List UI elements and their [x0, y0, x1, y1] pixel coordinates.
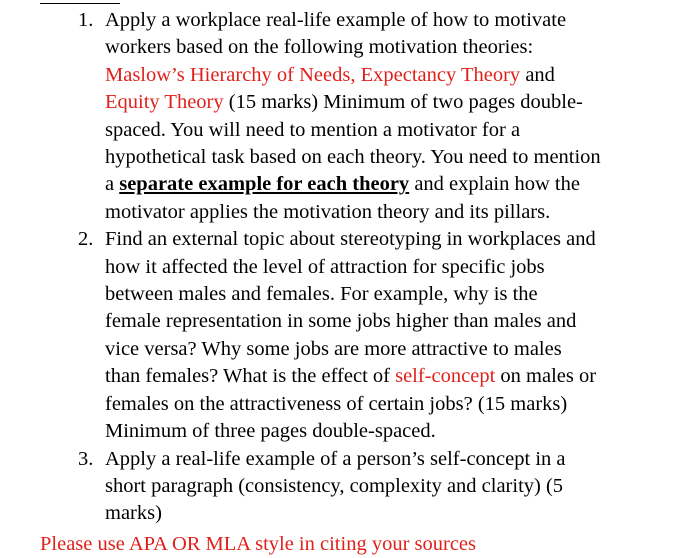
cutoff-line: Please use APA OR MLA style in citing your sources: [40, 533, 476, 555]
emphasis-separate-example: separate example for each theory: [119, 173, 410, 196]
top-rule: [40, 3, 120, 4]
text-line: Apply a workplace real-life example of how to motivate: [105, 9, 567, 31]
item-number: 2.: [78, 228, 94, 251]
text-line: than females? What is the effect of self-concept on males or: [105, 365, 597, 388]
list-item-1: [0, 7, 700, 226]
text-line: spaced. You will need to mention a motivator for a: [105, 118, 521, 141]
text-line: Find an external topic about stereotyping in workplaces and: [105, 228, 596, 251]
text-line: motivator applies the motivation theory and its pillars.: [105, 200, 551, 223]
text-line: workers based on the following motivation theories:: [105, 36, 534, 59]
highlight-self-concept: self-concept: [395, 365, 496, 388]
text-line: females on the attractiveness of certain jobs? (15 marks): [105, 392, 568, 415]
text-line: Minimum of three pages double-spaced.: [105, 420, 436, 443]
text-line: hypothetical task based on each theory. You need to mention: [105, 146, 601, 169]
text-line: marks): [105, 502, 162, 525]
text-line: between males and females. For example, why is the: [105, 283, 538, 306]
list-item-3: [0, 446, 700, 528]
highlight-theories: Maslow’s Hierarchy of Needs, Expectancy Theory: [105, 63, 521, 86]
text-line: Equity Theory (15 marks) Minimum of two pages double-: [105, 91, 583, 114]
text-line: short paragraph (consistency, complexity and clarity) (5: [105, 474, 564, 497]
text-line: female representation in some jobs higher than males and: [105, 310, 577, 333]
text-line: Maslow’s Hierarchy of Needs, Expectancy Theory and: [105, 63, 555, 86]
highlight-equity-theory: Equity Theory: [105, 91, 224, 114]
document-body: [0, 7, 700, 528]
item-number: 3.: [78, 447, 94, 470]
text-line: a separate example for each theory and explain how the: [105, 173, 580, 196]
item-number: 1.: [78, 9, 94, 31]
text-line: Apply a real-life example of a person’s self-concept in a: [105, 447, 566, 470]
text-line: vice versa? Why some jobs are more attractive to males: [105, 337, 562, 360]
text-line: how it affected the level of attraction for specific jobs: [105, 255, 545, 278]
list-item-2: [0, 226, 700, 445]
